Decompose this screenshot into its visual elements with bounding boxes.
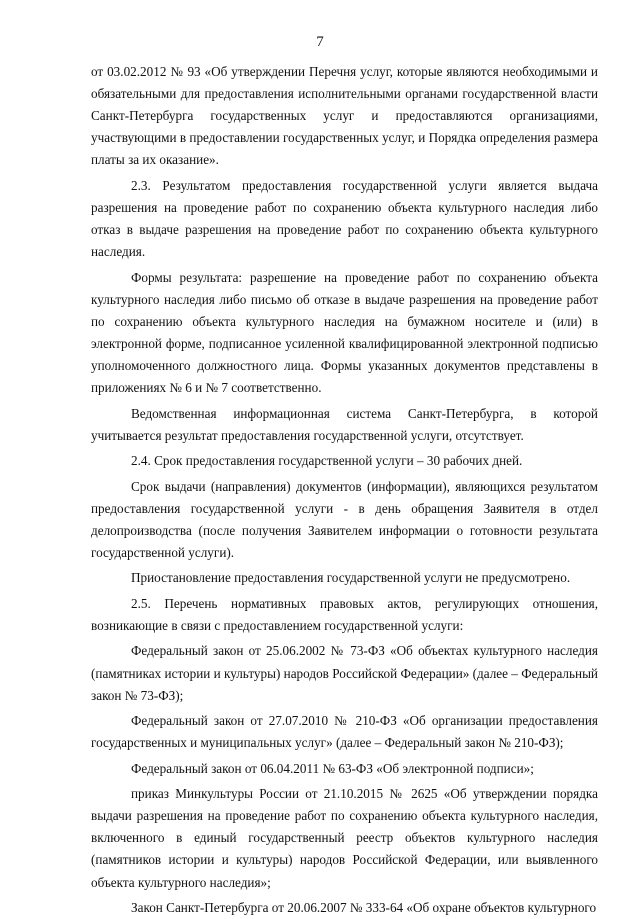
paragraph-spb-law: Закон Санкт-Петербурга от 20.06.2007 № 333-64 «Об охране объектов культурного xyxy=(131,900,597,916)
paragraph-legal-acts-heading: 2.5. Перечень нормативных правовых актов, регулирующих отношения, возникающие в связи с предоставлением государственной услуги: xyxy=(91,595,598,633)
paragraph-issue-term: Срок выдачи (направления) документов (информации), являющихся результатом предоставления государственной услуги - в день обращения Заявителя в отдел делопроизводства (после получения Заявителем информации о готовности результата государственной услуги). xyxy=(91,478,598,560)
paragraph-information-system: Ведомственная информационная система Санкт-Петербурга, в которой учитывается результат предоставления государственной услуги, отсутствует. xyxy=(91,405,598,443)
paragraph-federal-law-73: Федеральный закон от 25.06.2002 № 73-ФЗ «Об объектах культурного наследия (памятниках истории и культуры) народов Российской Федерации» (далее – Федеральный закон № 73-ФЗ); xyxy=(91,643,598,703)
page-number: 7 xyxy=(316,34,324,50)
paragraph-federal-law-63: Федеральный закон от 06.04.2011 № 63-ФЗ «Об электронной подписи»; xyxy=(131,760,534,776)
paragraph-suspension: Приостановление предоставления государственной услуги не предусмотрено. xyxy=(131,570,571,586)
document-body xyxy=(91,61,598,919)
paragraph-federal-law-210: Федеральный закон от 27.07.2010 № 210-ФЗ «Об организации предоставления государственных и муниципальных услуг» (далее – Федеральный закон № 210-ФЗ); xyxy=(91,713,598,751)
paragraph-service-term: 2.4. Срок предоставления государственной услуги – 30 рабочих дней. xyxy=(131,453,523,469)
paragraph-ministry-order: приказ Минкультуры России от 21.10.2015 № 2625 «Об утверждении порядка выдачи разрешения на проведение работ по сохранению объекта культурного наследия, включенного в единый государственный реестр объектов культурного наследия (памятников истории и культуры) народов Российской Федерации, или выявленного объекта культурного наследия»; xyxy=(91,786,598,890)
paragraph-continuation: от 03.02.2012 № 93 «Об утверждении Перечня услуг, которые являются необходимыми и обязательными для предоставления исполнительными органами государственной власти Санкт-Петербурга государственных услуг и предоставляются организациями, участвующими в предоставлении государственных услуг, и Порядка определения размера платы за их оказание». xyxy=(91,64,598,168)
paragraph-result: 2.3. Результатом предоставления государственной услуги является выдача разрешения на проведение работ по сохранению объекта культурного наследия либо отказ в выдаче разрешения на проведение работ по сохранению объекта культурного наследия. xyxy=(91,177,598,260)
paragraph-result-forms: Формы результата: разрешение на проведение работ по сохранению объекта культурного наследия либо письмо об отказе в выдаче разрешения на проведение работ по сохранению объекта культурного наследия на бумажном носителе и (или) в электронной форме, подписанное усиленной квалифицированной электронной подписью уполномоченного должностного лица. Формы указанных документов представлены в приложениях № 6 и № 7 соответственно. xyxy=(91,269,598,396)
